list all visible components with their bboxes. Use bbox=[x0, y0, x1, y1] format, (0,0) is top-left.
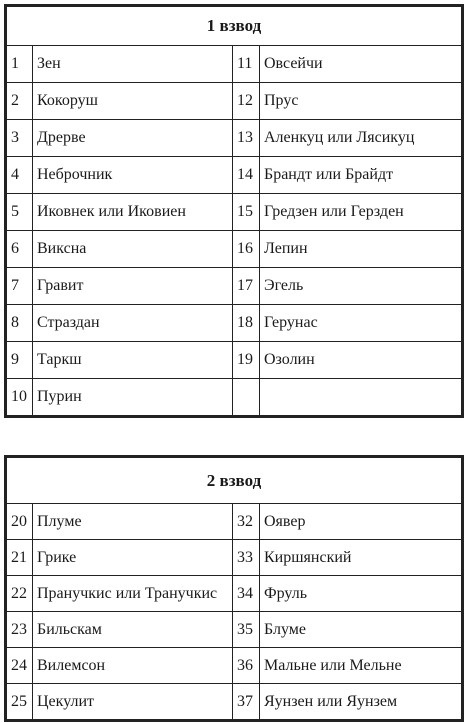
table-row bbox=[6, 194, 463, 231]
soldier-name: Дрерве bbox=[33, 120, 233, 157]
soldier-name: Прус bbox=[260, 83, 463, 120]
row-number: 10 bbox=[6, 379, 33, 417]
soldier-name: Зен bbox=[33, 46, 233, 83]
table-row bbox=[6, 120, 463, 157]
soldier-name: Лепин bbox=[260, 231, 463, 268]
soldier-name: Оявер bbox=[260, 504, 463, 540]
soldier-name bbox=[260, 379, 463, 417]
row-number: 1 bbox=[6, 46, 33, 83]
soldier-name: Брандт или Брайдт bbox=[260, 157, 463, 194]
row-number: 36 bbox=[233, 648, 260, 684]
soldier-name: Пранучкис или Транучкис bbox=[33, 576, 233, 612]
soldier-name: Кокоруш bbox=[33, 83, 233, 120]
soldier-name: Аленкуц или Лясикуц bbox=[260, 120, 463, 157]
soldier-name: Бильскам bbox=[33, 612, 233, 648]
row-number: 7 bbox=[6, 268, 33, 305]
table-row bbox=[6, 504, 463, 540]
row-number: 19 bbox=[233, 342, 260, 379]
table-row bbox=[6, 305, 463, 342]
table-row bbox=[6, 576, 463, 612]
row-number: 25 bbox=[6, 684, 33, 721]
row-number: 21 bbox=[6, 540, 33, 576]
row-number: 9 bbox=[6, 342, 33, 379]
table-row bbox=[6, 379, 463, 417]
table-row bbox=[6, 648, 463, 684]
row-number: 22 bbox=[6, 576, 33, 612]
row-number: 20 bbox=[6, 504, 33, 540]
table-row bbox=[6, 684, 463, 721]
row-number: 17 bbox=[233, 268, 260, 305]
row-number: 2 bbox=[6, 83, 33, 120]
soldier-name: Герунас bbox=[260, 305, 463, 342]
row-number: 4 bbox=[6, 157, 33, 194]
row-number: 16 bbox=[233, 231, 260, 268]
row-number: 5 bbox=[6, 194, 33, 231]
row-number: 24 bbox=[6, 648, 33, 684]
soldier-name: Блуме bbox=[260, 612, 463, 648]
row-number: 3 bbox=[6, 120, 33, 157]
soldier-name: Фруль bbox=[260, 576, 463, 612]
platoon-2-table bbox=[4, 455, 464, 722]
row-number: 18 bbox=[233, 305, 260, 342]
table-row bbox=[6, 157, 463, 194]
row-number: 32 bbox=[233, 504, 260, 540]
row-number: 37 bbox=[233, 684, 260, 721]
table-row bbox=[6, 342, 463, 379]
row-number: 34 bbox=[233, 576, 260, 612]
table-row bbox=[6, 268, 463, 305]
soldier-name: Киршянский bbox=[260, 540, 463, 576]
soldier-name: Мальне или Мельне bbox=[260, 648, 463, 684]
row-number: 13 bbox=[233, 120, 260, 157]
row-number bbox=[233, 379, 260, 417]
soldier-name: Пурин bbox=[33, 379, 233, 417]
soldier-name: Неброчник bbox=[33, 157, 233, 194]
table-row bbox=[6, 231, 463, 268]
row-number: 23 bbox=[6, 612, 33, 648]
platoon-1-table bbox=[4, 4, 464, 418]
row-number: 8 bbox=[6, 305, 33, 342]
soldier-name: Цекулит bbox=[33, 684, 233, 721]
platoon-1-title: 1 взвод bbox=[6, 6, 463, 46]
row-number: 35 bbox=[233, 612, 260, 648]
row-number: 12 bbox=[233, 83, 260, 120]
table-row bbox=[6, 540, 463, 576]
soldier-name: Овсейчи bbox=[260, 46, 463, 83]
platoon-2-title: 2 взвод bbox=[6, 457, 463, 504]
soldier-name: Озолин bbox=[260, 342, 463, 379]
row-number: 11 bbox=[233, 46, 260, 83]
soldier-name: Гредзен или Герзден bbox=[260, 194, 463, 231]
soldier-name: Иковнек или Иковиен bbox=[33, 194, 233, 231]
row-number: 14 bbox=[233, 157, 260, 194]
row-number: 6 bbox=[6, 231, 33, 268]
table-row bbox=[6, 46, 463, 83]
row-number: 15 bbox=[233, 194, 260, 231]
soldier-name: Страздан bbox=[33, 305, 233, 342]
soldier-name: Яунзен или Яунзем bbox=[260, 684, 463, 721]
soldier-name: Викснa bbox=[33, 231, 233, 268]
soldier-name: Эгель bbox=[260, 268, 463, 305]
soldier-name: Гравит bbox=[33, 268, 233, 305]
table-row bbox=[6, 83, 463, 120]
row-number: 33 bbox=[233, 540, 260, 576]
soldier-name: Плуме bbox=[33, 504, 233, 540]
soldier-name: Грике bbox=[33, 540, 233, 576]
soldier-name: Таркш bbox=[33, 342, 233, 379]
soldier-name: Вилемсон bbox=[33, 648, 233, 684]
table-row bbox=[6, 612, 463, 648]
